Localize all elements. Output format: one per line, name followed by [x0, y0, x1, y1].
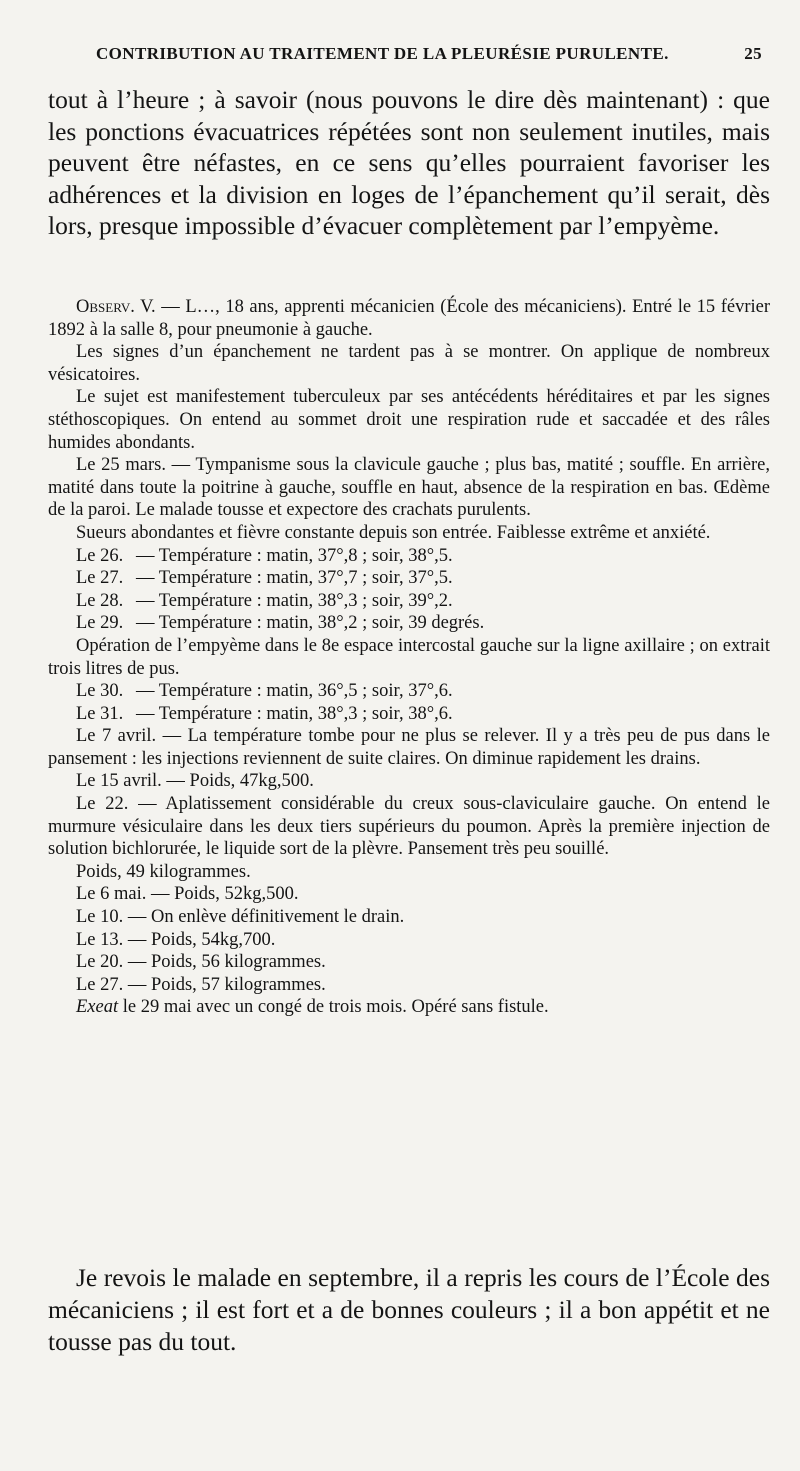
observation-paragraph: Le 22. — Aplatissement considérable du creux sous-claviculaire gauche. On entend le murmure vésiculaire dans les deux tiers supérieurs du poumon. Après la première injection de solution bichlorurée, le liquide sort de la plèvre. Pansement très peu souillé. — [48, 794, 770, 860]
weight-entry: Poids, 49 kilogrammes. — [76, 861, 251, 882]
weight-entry: Le 20. — Poids, 56 kilogrammes. — [76, 952, 326, 973]
weight-entry: Le 10. — On enlève définitivement le drain. — [76, 907, 405, 928]
temperature-entry: Le 27. — Température : matin, 37°,7 ; soir, 37°,5. — [76, 568, 453, 589]
page-number: 25 — [744, 44, 762, 63]
weight-entry: Le 13. — Poids, 54kg,700. — [76, 929, 276, 950]
observation-paragraph: Les signes d’un épanchement ne tardent pas à se montrer. On applique de nombreux vésicatoires. — [48, 342, 770, 385]
weight-entry: Le 27. — Poids, 57 kilogrammes. — [76, 974, 326, 995]
observation-paragraph: Sueurs abondantes et fièvre constante depuis son entrée. Faiblesse extrême et anxiété. — [76, 522, 711, 543]
temperature-entry: Le 31. — Température : matin, 38°,3 ; soir, 38°,6. — [76, 703, 453, 724]
observation-opening: Observ. V. — L…, 18 ans, apprenti mécanicien (École des mécaniciens). Entré le 15 février 1892 à la salle 8, pour pneumonie à gauche. — [48, 297, 770, 340]
operation-paragraph: Opération de l’empyème dans le 8e espace intercostal gauche sur la ligne axillaire ; on extrait trois litres de pus. — [48, 635, 770, 679]
observation-label: Observ. V. — [76, 297, 156, 317]
exeat-line: Exeat le 29 mai avec un congé de trois mois. Opéré sans fistule. — [76, 997, 549, 1018]
intro-paragraph: tout à l’heure ; à savoir (nous pouvons le dire dès maintenant) : que les ponctions évacuatrices répétées sont non seulement inutiles, mais peuvent être néfastes, en ce sens qu’elles pourraient favoriser les adhérences et la division en loges de l’épanchement qu’il serait, dès lors, presque impossible d’évacuer complètement par l’empyème. — [48, 85, 770, 240]
weight-entry: Le 6 mai. — Poids, 52kg,500. — [76, 884, 299, 905]
temperature-entry: Le 28. — Température : matin, 38°,3 ; soir, 39°,2. — [76, 590, 453, 611]
temperature-entry: Le 26. — Température : matin, 37°,8 ; soir, 38°,5. — [76, 545, 453, 566]
observation-paragraph: Le sujet est manifestement tuberculeux par ses antécédents héréditaires et par les signes stéthoscopiques. On entend au sommet droit une respiration rude et saccadée et des râles humides abondants. — [48, 387, 770, 453]
observation-block — [48, 296, 770, 1019]
observation-paragraph: Le 7 avril. — La température tombe pour ne plus se relever. Il y a très peu de pus dans le pansement : les injections reviennent de suite claires. On diminue rapidement les drains. — [48, 726, 770, 769]
observation-paragraph: Le 25 mars. — Tympanisme sous la clavicule gauche ; plus bas, matité ; souffle. En arrière, matité dans toute la poitrine à gauche, souffle en haut, absence de la respiration en bas. Œdème de la paroi. Le malade tousse et expectore des crachats purulents. — [48, 455, 770, 521]
observation-paragraph: Le 15 avril. — Poids, 47kg,500. — [76, 771, 314, 792]
closing-paragraph: Je revois le malade en septembre, il a repris les cours de l’École des mécaniciens ; il est fort et a de bonnes couleurs ; il a bon appétit et ne tousse pas du tout. — [48, 1263, 770, 1356]
header-title: CONTRIBUTION AU TRAITEMENT DE LA PLEURÉSIE PURULENTE. — [96, 44, 669, 63]
temperature-entry: Le 29. — Température : matin, 38°,2 ; soir, 39 degrés. — [76, 613, 485, 634]
temperature-entry: Le 30. — Température : matin, 36°,5 ; soir, 37°,6. — [76, 681, 453, 702]
